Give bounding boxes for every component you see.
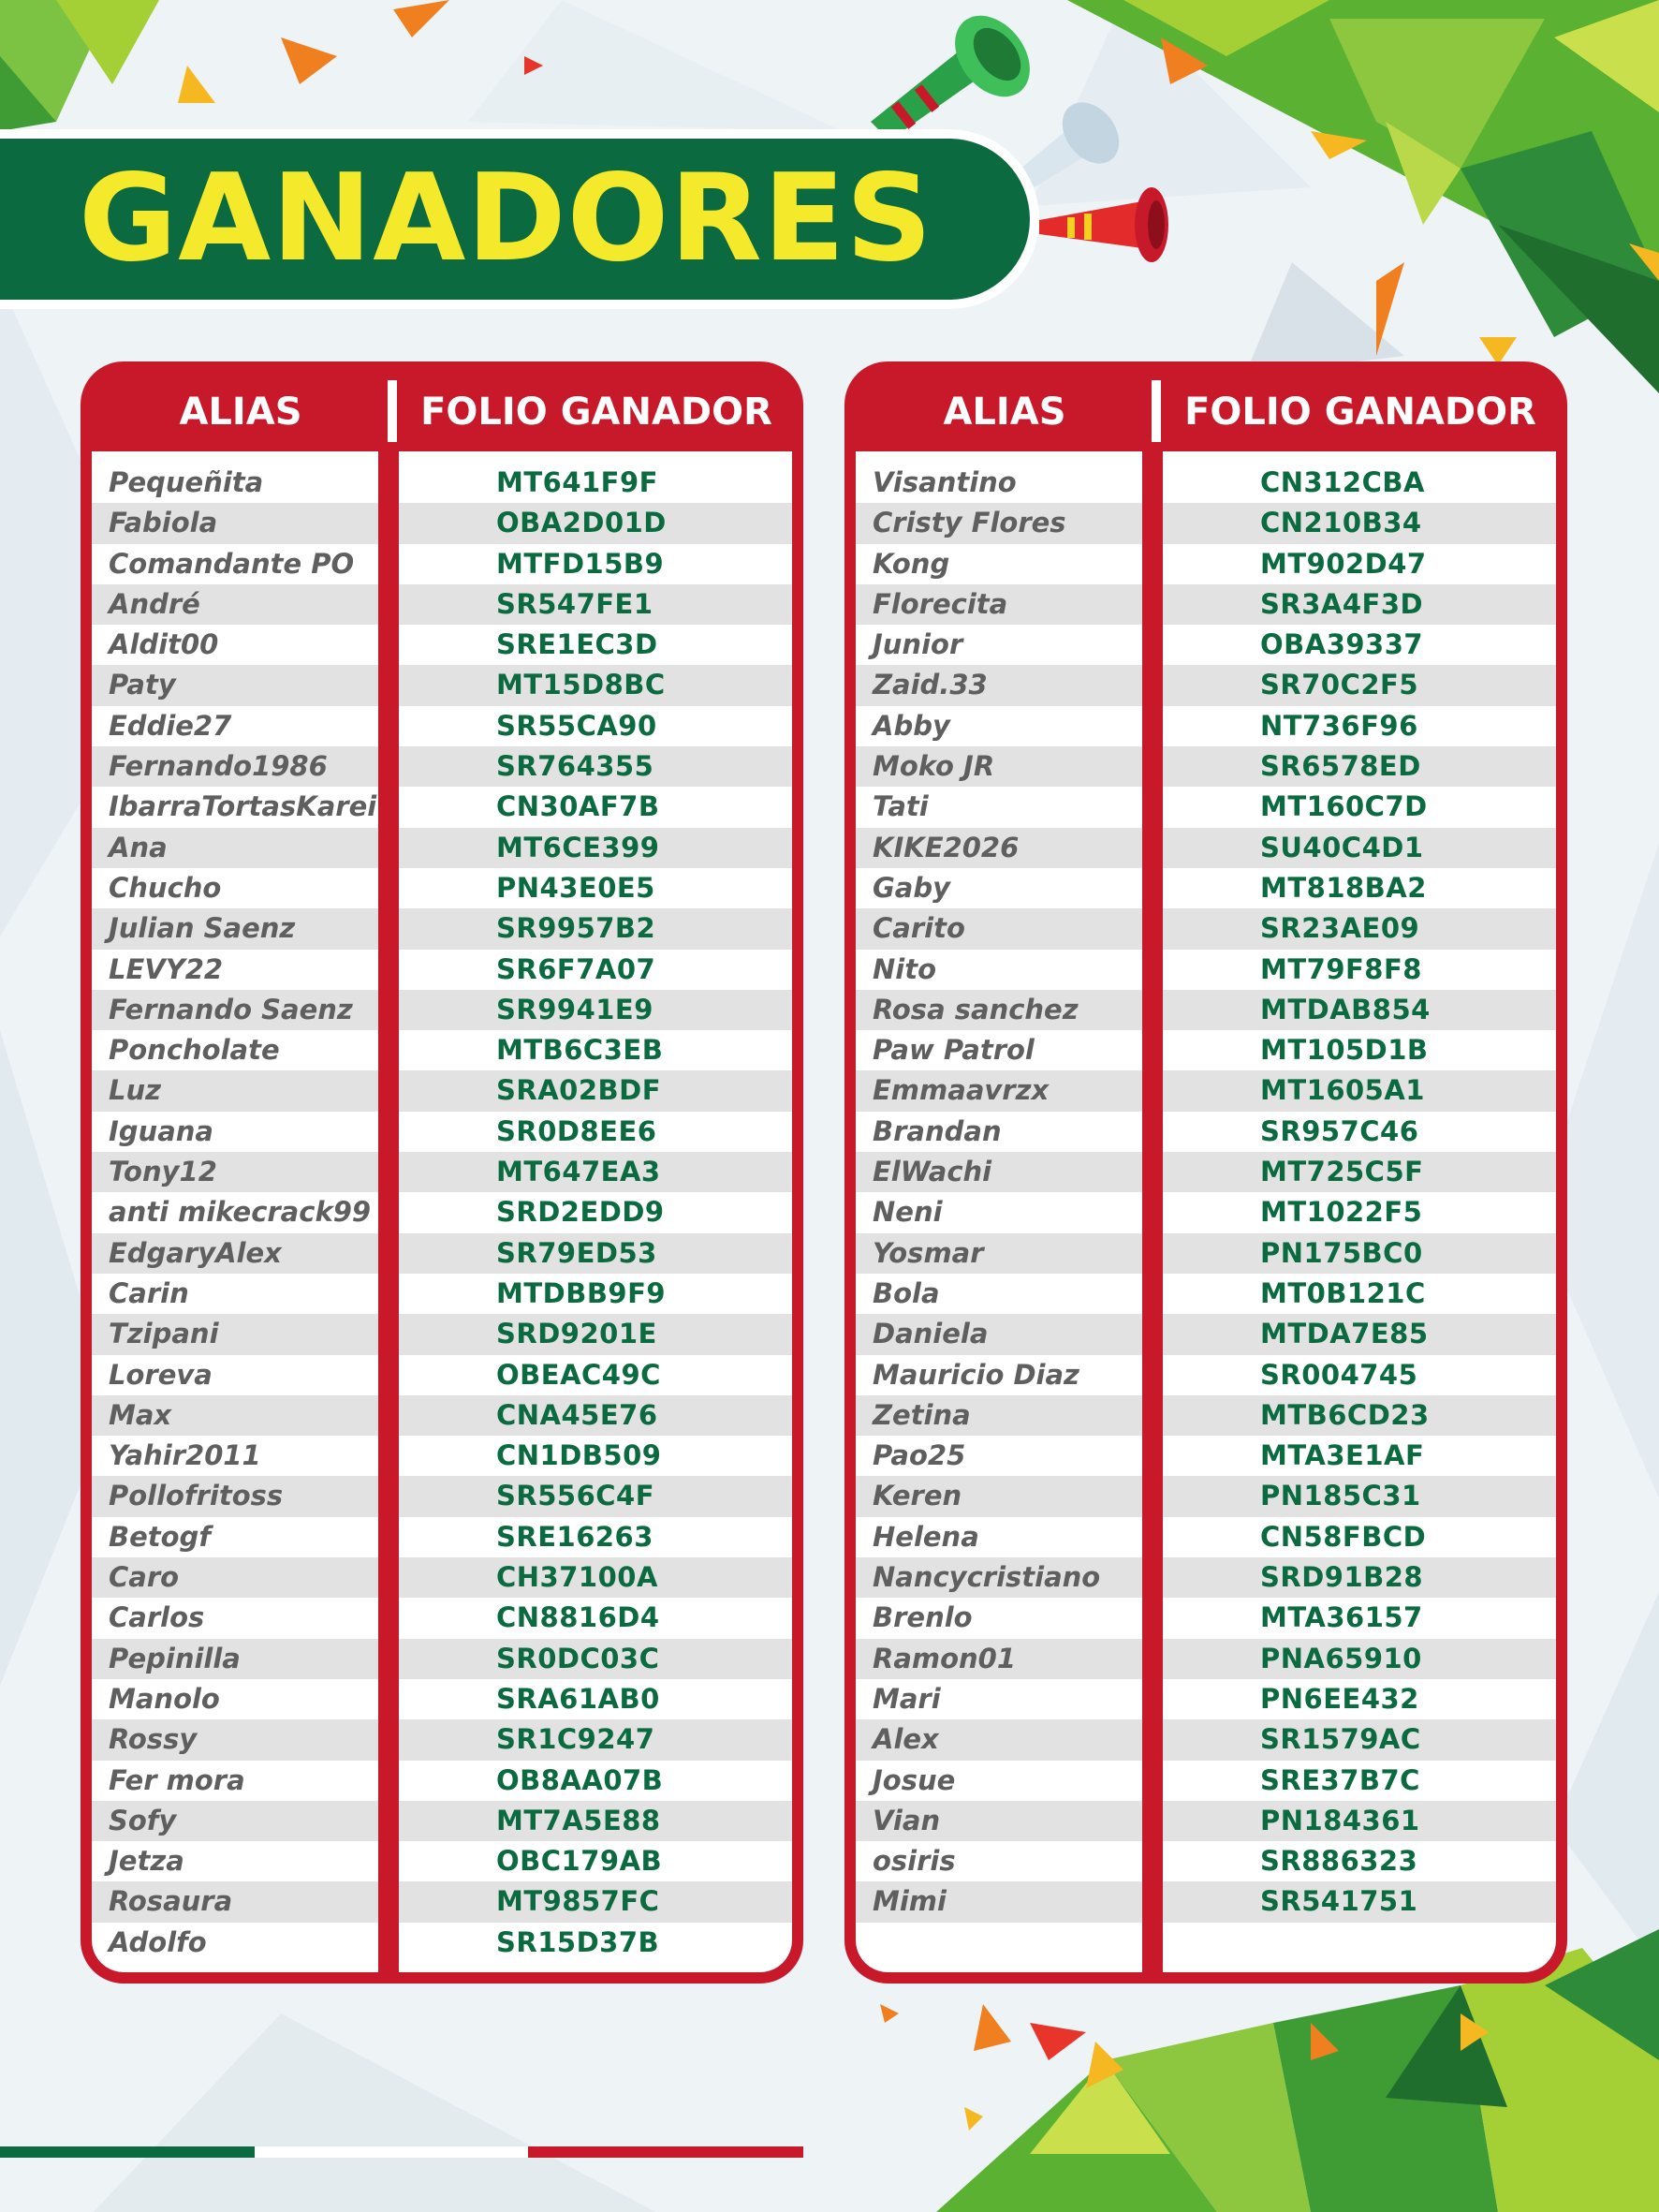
folio-column [1163, 451, 1556, 1972]
alias-cell: Visantino [873, 466, 1017, 498]
alias-cell: EdgaryAlex [92, 1233, 378, 1274]
folio-cell: SRE1EC3D [496, 628, 658, 661]
alias-cell: Betogf [109, 1520, 211, 1553]
alias-cell: anti mikecrack99 [109, 1196, 372, 1229]
table-body [856, 451, 1556, 1972]
alias-cell: Mimi [856, 1881, 1142, 1922]
alias-cell: Zaid.33 [856, 665, 1142, 705]
folio-cell: SR79ED53 [399, 1233, 792, 1274]
folio-cell: OBEAC49C [496, 1358, 661, 1391]
alias-cell: Josue [873, 1763, 956, 1796]
alias-cell: Brenlo [873, 1601, 973, 1634]
alias-cell: Zetina [856, 1395, 1142, 1436]
folio-cell: MTDBB9F9 [496, 1276, 667, 1309]
alias-cell: LEVY22 [109, 952, 224, 985]
folio-cell: MT818BA2 [1260, 871, 1427, 904]
folio-cell: SRE16263 [496, 1520, 653, 1553]
folio-cell: CN312CBA [1260, 466, 1425, 498]
folio-cell: MT647EA3 [399, 1152, 792, 1192]
alias-cell: Ana [92, 828, 378, 868]
folio-cell: SU40C4D1 [1163, 828, 1556, 868]
folio-cell: MT902D47 [1260, 547, 1427, 580]
folio-cell: SR15D37B [496, 1925, 660, 1958]
alias-cell: Jetza [109, 1845, 184, 1878]
folio-cell: CN58FBCD [1260, 1520, 1427, 1553]
folio-cell: SR004745 [1260, 1358, 1418, 1391]
folio-cell: MTDAB854 [1163, 990, 1556, 1030]
alias-cell: Rosa sanchez [856, 990, 1142, 1030]
alias-cell: Rosaura [92, 1881, 378, 1922]
alias-cell: André [92, 584, 378, 625]
folio-cell: SR556C4F [399, 1476, 792, 1516]
folio-cell: SRA61AB0 [496, 1682, 660, 1715]
folio-cell: SR3A4F3D [1163, 584, 1556, 625]
folio-cell: PNA65910 [1163, 1639, 1556, 1679]
alias-cell: Sofy [92, 1801, 378, 1841]
folio-cell: PN184361 [1163, 1801, 1556, 1841]
alias-cell: Pequeñita [109, 466, 264, 498]
folio-cell: MT15D8BC [399, 665, 792, 705]
alias-cell: Pao25 [873, 1439, 966, 1472]
alias-cell: Kong [873, 547, 950, 580]
alias-cell: IbarraTortasKarei [109, 790, 377, 823]
alias-cell: Yosmar [856, 1233, 1142, 1274]
alias-cell: Fernando1986 [92, 746, 378, 787]
alias-column-header: ALIAS [943, 391, 1066, 434]
page-title: GANADORES [79, 149, 933, 288]
folio-cell: OBA2D01D [399, 503, 792, 543]
alias-cell: Adolfo [109, 1925, 207, 1958]
alias-cell: Pepinilla [92, 1639, 378, 1679]
folio-cell: MTB6C3EB [496, 1034, 664, 1067]
folio-cell: SR23AE09 [1163, 908, 1556, 949]
alias-cell: osiris [873, 1845, 956, 1878]
folio-cell: MT0B121C [1260, 1276, 1426, 1309]
alias-cell: Gaby [873, 871, 951, 904]
folio-column [399, 451, 792, 1972]
alias-cell: Vian [856, 1801, 1142, 1841]
alias-cell: Rossy [92, 1719, 378, 1760]
winners-table-left [81, 361, 803, 1983]
alias-cell: Mauricio Diaz [873, 1358, 1079, 1391]
folio-cell: CH37100A [399, 1557, 792, 1598]
flag-stripe-red [528, 2146, 803, 2158]
header-divider [388, 380, 397, 442]
folio-cell: SR1579AC [1163, 1719, 1556, 1760]
folio-cell: SR0DC03C [399, 1639, 792, 1679]
alias-cell: Chucho [109, 871, 222, 904]
table-body [92, 451, 792, 1972]
folio-cell: PN43E0E5 [496, 871, 655, 904]
alias-cell: Max [92, 1395, 378, 1436]
folio-cell: MTB6CD23 [1163, 1395, 1556, 1436]
alias-cell: Daniela [856, 1314, 1142, 1354]
folio-cell: SR55CA90 [496, 709, 657, 742]
alias-cell: Tati [873, 790, 929, 823]
alias-cell: Paty [92, 665, 378, 705]
folio-cell: SRA02BDF [399, 1070, 792, 1111]
folio-cell: CN8816D4 [496, 1601, 660, 1634]
alias-cell: Fernando Saenz [92, 990, 378, 1030]
alias-cell: Cristy Flores [856, 503, 1142, 543]
alias-cell: Tony12 [92, 1152, 378, 1192]
alias-cell: Eddie27 [109, 709, 232, 742]
folio-cell: SR9957B2 [399, 908, 792, 949]
alias-column [856, 451, 1142, 1972]
alias-cell: Tzipani [92, 1314, 378, 1354]
folio-cell: SR541751 [1163, 1881, 1556, 1922]
folio-cell: MT641F9F [496, 466, 658, 498]
folio-cell: MT9857FC [399, 1881, 792, 1922]
folio-cell: PN175BC0 [1163, 1233, 1556, 1274]
alias-cell: ElWachi [856, 1152, 1142, 1192]
alias-cell: Caro [92, 1557, 378, 1598]
alias-cell: Moko JR [856, 746, 1142, 787]
alias-cell: Mari [873, 1682, 941, 1715]
folio-cell: MTDA7E85 [1163, 1314, 1556, 1354]
alias-column [92, 451, 378, 1972]
alias-cell: Poncholate [109, 1034, 280, 1067]
table-header [92, 373, 792, 451]
folio-cell: CNA45E76 [399, 1395, 792, 1436]
folio-cell: SR1C9247 [399, 1719, 792, 1760]
folio-cell: CN210B34 [1163, 503, 1556, 543]
folio-cell: MTA36157 [1260, 1601, 1423, 1634]
folio-column-header: FOLIO GANADOR [420, 391, 772, 434]
folio-cell: SRD2EDD9 [496, 1196, 665, 1229]
alias-cell: Junior [873, 628, 963, 661]
alias-cell: Aldit00 [109, 628, 219, 661]
folio-cell: PN6EE432 [1260, 1682, 1419, 1715]
folio-cell: SR70C2F5 [1163, 665, 1556, 705]
folio-cell: MTFD15B9 [496, 547, 665, 580]
alias-column-header: ALIAS [179, 391, 302, 434]
folio-cell: SRD9201E [399, 1314, 792, 1354]
folio-cell: SR764355 [399, 746, 792, 787]
folio-cell: SR886323 [1260, 1845, 1418, 1878]
folio-cell: MT1605A1 [1163, 1070, 1556, 1111]
alias-cell: Iguana [109, 1114, 213, 1147]
alias-cell: Bola [873, 1276, 940, 1309]
alias-cell: Carito [856, 908, 1142, 949]
folio-cell: OBA39337 [1260, 628, 1424, 661]
alias-cell: Keren [856, 1476, 1142, 1516]
alias-cell: Carin [109, 1276, 189, 1309]
folio-cell: MT725C5F [1163, 1152, 1556, 1192]
alias-cell: Fer mora [109, 1763, 245, 1796]
alias-cell: Comandante PO [109, 547, 355, 580]
folio-cell: MT1022F5 [1260, 1196, 1423, 1229]
folio-cell: CN1DB509 [496, 1439, 662, 1472]
alias-cell: Florecita [856, 584, 1142, 625]
alias-cell: Nancycristiano [856, 1557, 1142, 1598]
header-divider [1152, 380, 1161, 442]
folio-cell: CN30AF7B [496, 790, 660, 823]
folio-column-header: FOLIO GANADOR [1184, 391, 1536, 434]
folio-cell: SR6F7A07 [496, 952, 656, 985]
alias-cell: Abby [873, 709, 950, 742]
flag-stripe-white [255, 2146, 528, 2158]
folio-cell: MT105D1B [1260, 1034, 1429, 1067]
alias-cell: Fabiola [92, 503, 378, 543]
alias-cell: Nito [873, 952, 936, 985]
winners-table-right [844, 361, 1567, 1983]
folio-cell: SR0D8EE6 [496, 1114, 657, 1147]
alias-cell: Helena [873, 1520, 979, 1553]
folio-cell: MTA3E1AF [1260, 1439, 1425, 1472]
folio-cell: SR9941E9 [399, 990, 792, 1030]
alias-cell: KIKE2026 [856, 828, 1142, 868]
flag-stripe-green [0, 2146, 255, 2158]
alias-cell: Pollofritoss [92, 1476, 378, 1516]
alias-cell: Loreva [109, 1358, 213, 1391]
folio-cell: OB8AA07B [496, 1763, 664, 1796]
folio-cell: MT7A5E88 [399, 1801, 792, 1841]
alias-cell: Emmaavrzx [856, 1070, 1142, 1111]
alias-cell: Paw Patrol [873, 1034, 1035, 1067]
folio-cell: SRE37B7C [1260, 1763, 1420, 1796]
folio-cell: SR547FE1 [399, 584, 792, 625]
folio-cell: PN185C31 [1163, 1476, 1556, 1516]
alias-cell: Luz [92, 1070, 378, 1111]
folio-cell: NT736F96 [1260, 709, 1418, 742]
folio-cell: MT160C7D [1260, 790, 1428, 823]
folio-cell: MT6CE399 [399, 828, 792, 868]
folio-cell: SR957C46 [1260, 1114, 1419, 1147]
alias-cell: Ramon01 [856, 1639, 1142, 1679]
folio-cell: MT79F8F8 [1260, 952, 1422, 985]
alias-cell: Manolo [109, 1682, 220, 1715]
alias-cell: Yahir2011 [109, 1439, 261, 1472]
folio-cell: SR6578ED [1163, 746, 1556, 787]
alias-cell: Brandan [873, 1114, 1002, 1147]
alias-cell: Neni [873, 1196, 943, 1229]
folio-cell: SRD91B28 [1163, 1557, 1556, 1598]
title-banner [0, 139, 1030, 300]
folio-cell: OBC179AB [496, 1845, 663, 1878]
alias-cell: Carlos [109, 1601, 205, 1634]
alias-cell: Alex [856, 1719, 1142, 1760]
table-header [856, 373, 1556, 451]
alias-cell: Julian Saenz [92, 908, 378, 949]
